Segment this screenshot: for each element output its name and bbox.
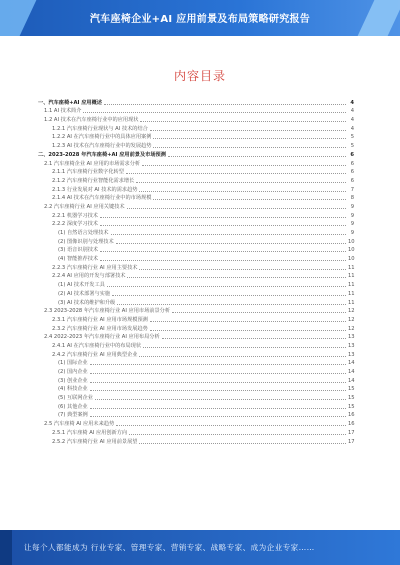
table-of-contents <box>38 98 354 446</box>
toc-leader-dots <box>111 234 347 235</box>
toc-entry[interactable] <box>38 254 354 263</box>
toc-entry[interactable] <box>38 133 354 142</box>
toc-leader-dots <box>129 434 346 435</box>
report-title: 汽车座椅企业+AI 应用前景及布局策略研究报告 <box>89 14 311 25</box>
toc-entry[interactable] <box>38 324 354 333</box>
toc-entry-page: 12 <box>348 308 355 315</box>
toc-entry-label: (4) 智能推荐技术 <box>58 256 99 263</box>
toc-entry-label: 1.2.3 AI 技术在汽车座椅行业中的发展趋势 <box>52 143 152 150</box>
toc-entry[interactable] <box>38 115 354 124</box>
toc-leader-dots <box>172 312 346 313</box>
toc-leader-dots <box>83 112 346 113</box>
toc-entry-label: (2) AI 技术部署与实施 <box>58 290 111 297</box>
toc-leader-dots <box>90 373 346 374</box>
toc-entry-label: 2.3.1 汽车座椅行业 AI 应用市场规模预测 <box>52 316 148 323</box>
toc-entry-label: (5) 互联网企业 <box>58 395 93 402</box>
toc-entry-page: 10 <box>348 247 355 254</box>
toc-leader-dots <box>100 260 346 261</box>
toc-leader-dots <box>100 251 346 252</box>
toc-entry[interactable] <box>38 185 354 194</box>
toc-entry-label: 2.4.1 AI 在汽车座椅行业中的布局现状 <box>52 342 142 349</box>
toc-leader-dots <box>90 382 346 383</box>
toc-entry-page: 16 <box>348 412 355 419</box>
toc-leader-dots <box>100 225 346 226</box>
toc-entry[interactable] <box>38 333 354 342</box>
toc-entry-label: (3) AI 技术的维护和升级 <box>58 299 116 306</box>
toc-entry[interactable] <box>38 428 354 437</box>
toc-entry[interactable] <box>38 402 354 411</box>
toc-heading: 内容目录 <box>173 69 226 83</box>
toc-entry-label: 2.2 汽车座椅行业 AI 应用关键技术 <box>44 203 125 210</box>
toc-entry-page: 14 <box>348 360 355 367</box>
toc-entry-page: 12 <box>348 316 355 323</box>
toc-leader-dots <box>150 330 346 331</box>
toc-entry[interactable] <box>38 220 354 229</box>
toc-leader-dots <box>127 277 346 278</box>
toc-entry[interactable] <box>38 194 354 203</box>
toc-entry[interactable] <box>38 98 354 107</box>
toc-entry[interactable] <box>38 376 354 385</box>
toc-leader-dots <box>142 165 346 166</box>
toc-leader-dots <box>90 364 346 365</box>
toc-entry[interactable] <box>38 237 354 246</box>
toc-entry-page: 4 <box>350 125 354 132</box>
toc-entry[interactable] <box>38 385 354 394</box>
toc-entry-page: 6 <box>350 169 354 176</box>
toc-leader-dots <box>162 338 346 339</box>
toc-entry-page: 15 <box>348 403 355 410</box>
toc-leader-dots <box>126 173 346 174</box>
toc-entry[interactable] <box>38 168 354 177</box>
toc-leader-dots <box>150 321 346 322</box>
toc-entry[interactable] <box>38 419 354 428</box>
toc-leader-dots <box>104 104 346 105</box>
toc-leader-dots <box>139 443 346 444</box>
toc-entry[interactable] <box>38 437 354 446</box>
toc-entry[interactable] <box>38 411 354 420</box>
toc-entry-label: 1.2.1 汽车座椅行业现状与 AI 技术的结合 <box>52 125 148 132</box>
toc-entry-label: (6) 其他企业 <box>58 403 88 410</box>
toc-entry-label: 2.1.2 汽车座椅行业智能化需求增长 <box>52 177 135 184</box>
toc-entry-page: 11 <box>348 273 355 280</box>
toc-entry[interactable] <box>38 393 354 402</box>
toc-entry-label: 2.5 汽车座椅 AI 应用未来趋势 <box>44 421 115 428</box>
toc-entry-page: 4 <box>350 99 354 106</box>
toc-entry-label: 2.5.2 汽车座椅行业 AI 应用前景展望 <box>52 438 138 445</box>
toc-entry-page: 12 <box>348 325 355 332</box>
toc-entry[interactable] <box>38 263 354 272</box>
toc-leader-dots <box>116 243 346 244</box>
toc-entry-label: (3) 语音识别技术 <box>58 247 99 254</box>
toc-entry-label: 一、汽车座椅+AI 应用概述 <box>38 99 102 106</box>
toc-leader-dots <box>117 304 346 305</box>
toc-entry[interactable] <box>38 107 354 116</box>
toc-entry-page: 11 <box>348 290 355 297</box>
toc-entry-page: 13 <box>348 334 355 341</box>
toc-leader-dots <box>139 356 346 357</box>
toc-leader-dots <box>112 295 346 296</box>
toc-entry-label: 1.2.2 AI 在汽车座椅行业中的具体应用案例 <box>52 134 152 141</box>
toc-entry[interactable] <box>38 272 354 281</box>
toc-entry-page: 9 <box>350 212 354 219</box>
toc-entry[interactable] <box>38 124 354 133</box>
toc-leader-dots <box>90 408 346 409</box>
toc-entry-page: 10 <box>348 256 355 263</box>
toc-entry[interactable] <box>38 298 354 307</box>
toc-leader-dots <box>107 286 346 287</box>
toc-entry-label: 2.4.2 汽车座椅行业 AI 应用典型企业 <box>52 351 138 358</box>
toc-entry[interactable] <box>38 176 354 185</box>
toc-entry[interactable] <box>38 202 354 211</box>
toc-entry-page: 4 <box>350 108 354 115</box>
toc-entry-page: 8 <box>350 195 354 202</box>
toc-entry-label: 2.4 2022-2023 年汽车座椅行业 AI 应用布局分析 <box>44 334 160 341</box>
toc-entry-label: 2.1.1 汽车座椅行业数字化转型 <box>52 169 124 176</box>
toc-entry-page: 9 <box>350 230 354 236</box>
toc-leader-dots <box>127 208 346 209</box>
toc-entry[interactable] <box>38 246 354 255</box>
toc-entry[interactable] <box>38 350 354 359</box>
toc-entry[interactable] <box>38 280 354 289</box>
toc-leader-dots <box>140 121 346 122</box>
toc-entry-label: 2.1 汽车座椅企业 AI 应用的市场需求分析 <box>44 160 141 167</box>
toc-leader-dots <box>95 399 346 400</box>
toc-entry-page: 14 <box>348 369 355 375</box>
toc-entry-label: 2.2.3 汽车座椅行业 AI 应用主要技术 <box>52 264 138 271</box>
toc-entry-page: 14 <box>348 377 355 384</box>
toc-entry[interactable] <box>38 141 354 150</box>
toc-entry-label: 2.3.2 汽车座椅行业 AI 应用市场发展趋势 <box>52 325 148 332</box>
toc-entry-page: 6 <box>350 151 354 158</box>
toc-entry-page: 11 <box>348 264 355 271</box>
toc-entry-label: 2.2.2 深度学习技术 <box>52 221 98 228</box>
toc-entry-page: 9 <box>350 221 354 228</box>
toc-entry-label: (1) 国际企业 <box>58 360 88 367</box>
toc-entry-page: 6 <box>350 160 354 167</box>
toc-entry-page: 16 <box>348 421 355 428</box>
toc-entry-page: 9 <box>350 203 354 210</box>
toc-entry-label: (2) 国内企业 <box>58 369 88 375</box>
toc-entry[interactable] <box>38 341 354 350</box>
toc-entry-label: (1) 自然语言处理技术 <box>58 230 109 236</box>
toc-entry-page: 10 <box>348 238 355 245</box>
toc-leader-dots <box>100 217 346 218</box>
toc-entry-page: 17 <box>348 438 355 445</box>
toc-leader-dots <box>90 390 346 391</box>
toc-entry-page: 17 <box>348 429 355 436</box>
toc-entry[interactable] <box>38 228 354 237</box>
toc-leader-dots <box>139 191 346 192</box>
toc-entry-page: 15 <box>348 395 355 402</box>
toc-entry-label: (2) 图像识别与处理技术 <box>58 238 114 245</box>
toc-entry-label: (4) 科技企业 <box>58 386 88 393</box>
footer-banner <box>0 530 400 565</box>
toc-entry[interactable] <box>38 307 354 316</box>
toc-entry-label: 1.1 AI 技术简介 <box>44 108 82 115</box>
toc-leader-dots <box>150 130 346 131</box>
toc-entry-label: 2.3 2023-2028 年汽车座椅行业 AI 应用市场前景分析 <box>44 308 171 315</box>
toc-entry-label: 2.1.4 AI 技术在汽车座椅行业中的市场规模 <box>52 195 152 202</box>
toc-entry[interactable] <box>38 159 354 168</box>
toc-entry-page: 13 <box>348 351 355 358</box>
toc-entry-label: 2.2.1 机器学习技术 <box>52 212 98 219</box>
footer-accent-bar <box>0 530 12 565</box>
toc-leader-dots <box>116 425 346 426</box>
toc-leader-dots <box>153 138 346 139</box>
toc-entry[interactable] <box>38 367 354 376</box>
toc-entry-label: (3) 创业企业 <box>58 377 88 384</box>
toc-entry[interactable] <box>38 289 354 298</box>
toc-entry-label: (1) AI 技术开发工具 <box>58 282 105 289</box>
toc-leader-dots <box>168 156 346 157</box>
toc-entry[interactable] <box>38 211 354 220</box>
toc-entry-page: 11 <box>348 282 355 289</box>
toc-entry-page: 4 <box>350 117 354 124</box>
toc-leader-dots <box>90 416 346 417</box>
toc-leader-dots <box>153 147 346 148</box>
toc-leader-dots <box>153 199 346 200</box>
toc-entry-label: 2.1.3 行业发展对 AI 技术的需求趋势 <box>52 186 138 193</box>
toc-entry-page: 5 <box>350 143 354 150</box>
toc-entry-page: 6 <box>350 177 354 184</box>
toc-entry[interactable] <box>38 359 354 368</box>
toc-entry[interactable] <box>38 315 354 324</box>
toc-entry[interactable] <box>38 150 354 159</box>
toc-entry-label: 二、2023-2028 年汽车座椅+AI 应用前景及市场预测 <box>38 151 166 158</box>
toc-entry-label: 1.2 AI 技术在汽车座椅行业中的应用现状 <box>44 117 139 124</box>
toc-entry-page: 13 <box>348 342 355 349</box>
toc-leader-dots <box>139 269 346 270</box>
toc-leader-dots <box>136 182 346 183</box>
toc-entry-page: 11 <box>348 299 355 306</box>
toc-entry-label: (7) 典型案例 <box>58 412 88 419</box>
toc-entry-label: 2.2.4 AI 应用的开发与部署技术 <box>52 273 126 280</box>
toc-entry-page: 5 <box>350 134 354 141</box>
footer-slogan: 让每个人都能成为 行业专家、管理专家、营销专家、战略专家、成为企业专家…… <box>24 543 315 552</box>
toc-entry-label: 2.5.1 汽车座椅 AI 应用创新方向 <box>52 429 128 436</box>
toc-entry-page: 15 <box>348 386 355 393</box>
toc-entry-page: 7 <box>350 186 354 193</box>
toc-leader-dots <box>143 347 346 348</box>
report-header-banner <box>0 0 400 36</box>
